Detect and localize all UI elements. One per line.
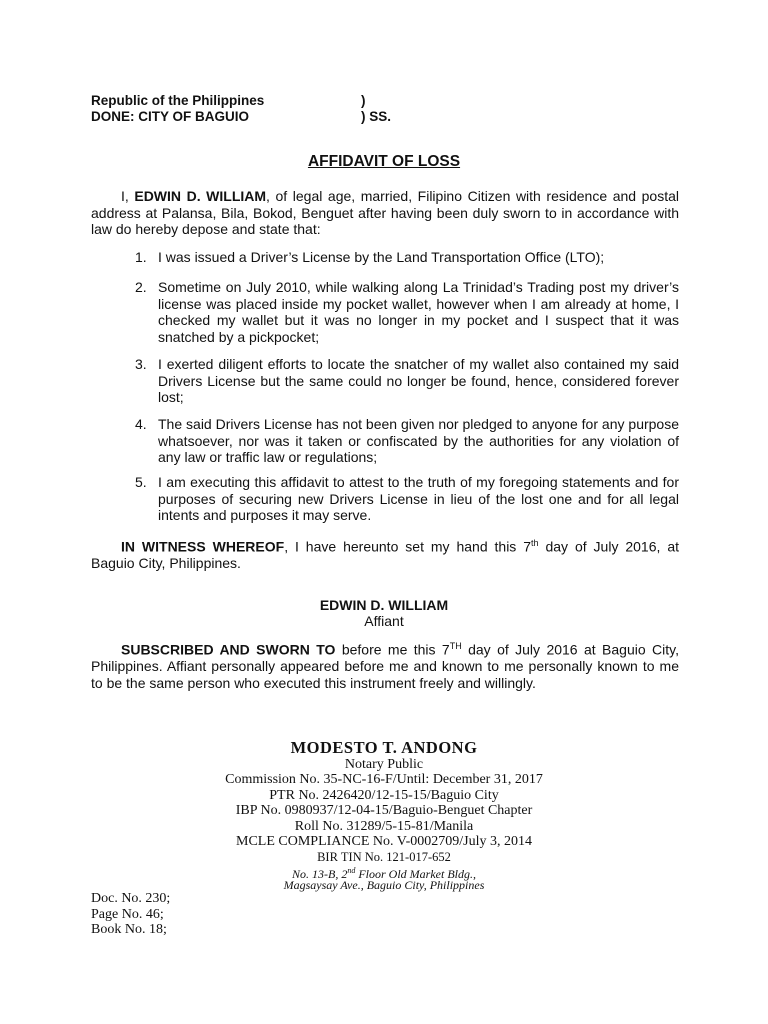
notary-ptr: PTR No. 2426420/12-15-15/Baguio City <box>269 788 499 803</box>
doc-number: Doc. No. 230; <box>91 891 171 906</box>
page-number: Page No. 46; <box>91 906 164 922</box>
header-line-2 <box>91 109 392 124</box>
notary-address-1: No. 13-B, 2nd Floor Old Market Bldg., <box>292 866 476 881</box>
notary-mcle: MCLE COMPLIANCE No. V-0002709/July 3, 2014 <box>236 834 532 849</box>
witness-paragraph: IN WITNESS WHEREOF, I have hereunto set my hand this 7th day of July 2016, at Baguio City, Philippines. <box>91 538 679 572</box>
affiant-label: Affiant <box>364 613 404 629</box>
header-ss: ) SS. <box>361 109 392 124</box>
header-venue: DONE: CITY OF BAGUIO <box>91 109 250 124</box>
header-paren: ) <box>361 93 366 108</box>
header-republic: Republic of the Philippines <box>91 93 265 108</box>
affiant-name-inline: EDWIN D. WILLIAM <box>134 188 267 204</box>
affiant-signature-name: EDWIN D. WILLIAM <box>319 597 449 613</box>
document-title: AFFIDAVIT OF LOSS <box>307 153 461 170</box>
intro-paragraph: I, EDWIN D. WILLIAM, of legal age, married, Filipino Citizen with residence and postal address at Palansa, Bila, Bokod, Benguet after having been duly sworn to in accordance with law do hereby depose and state that: <box>91 188 679 238</box>
list-item: 2. Sometime on July 2010, while walking along La Trinidad’s Trading post my driver’s license was placed inside my pocket wallet, however when I am already at home, I checked my wallet but it was no longer in my pocket and I suspect that it was snatched by a pickpocket; <box>135 279 679 345</box>
list-item: 5. I am executing this affidavit to attest to the truth of my foregoing statements and for purposes of securing new Drivers License in lieu of the lost one and for all legal intents and purposes it may serve. <box>135 474 679 524</box>
notary-tin: BIR TIN No. 121-017-652 <box>317 850 451 864</box>
notary-ibp: IBP No. 0980937/12-04-15/Baguio-Benguet Chapter <box>235 803 533 818</box>
list-item: 4. The said Drivers License has not been given nor pledged to anyone for any purpose whatsoever, nor was it taken or confiscated by the authorities for any violation of any law or traffic law or regulations; <box>135 416 679 466</box>
notary-address-2: Magsaysay Ave., Baguio City, Philippines <box>283 878 485 892</box>
list-item: 3. I exerted diligent efforts to locate the snatcher of my wallet also contained my said Drivers License but the same could no longer be found, hence, considered forever lost; <box>135 356 679 406</box>
notary-name: MODESTO T. ANDONG <box>290 738 478 757</box>
doc-references <box>91 891 170 938</box>
book-number: Book No. 18; <box>91 922 167 938</box>
notary-commission: Commission No. 35-NC-16-F/Until: December 31, 2017 <box>225 772 543 787</box>
jurat-paragraph: SUBSCRIBED AND SWORN TO before me this 7TH day of July 2016 at Baguio City, Philippines. Affiant personally appeared before me and known to me personally known to me to be the same person who executed this instrument freely and willingly. <box>91 641 679 691</box>
header-line-1 <box>91 93 366 108</box>
list-item: 1. I was issued a Driver’s License by the Land Transportation Office (LTO); <box>135 249 605 265</box>
notary-title: Notary Public <box>344 757 424 772</box>
notary-roll: Roll No. 31289/5-15-81/Manila <box>294 819 474 834</box>
